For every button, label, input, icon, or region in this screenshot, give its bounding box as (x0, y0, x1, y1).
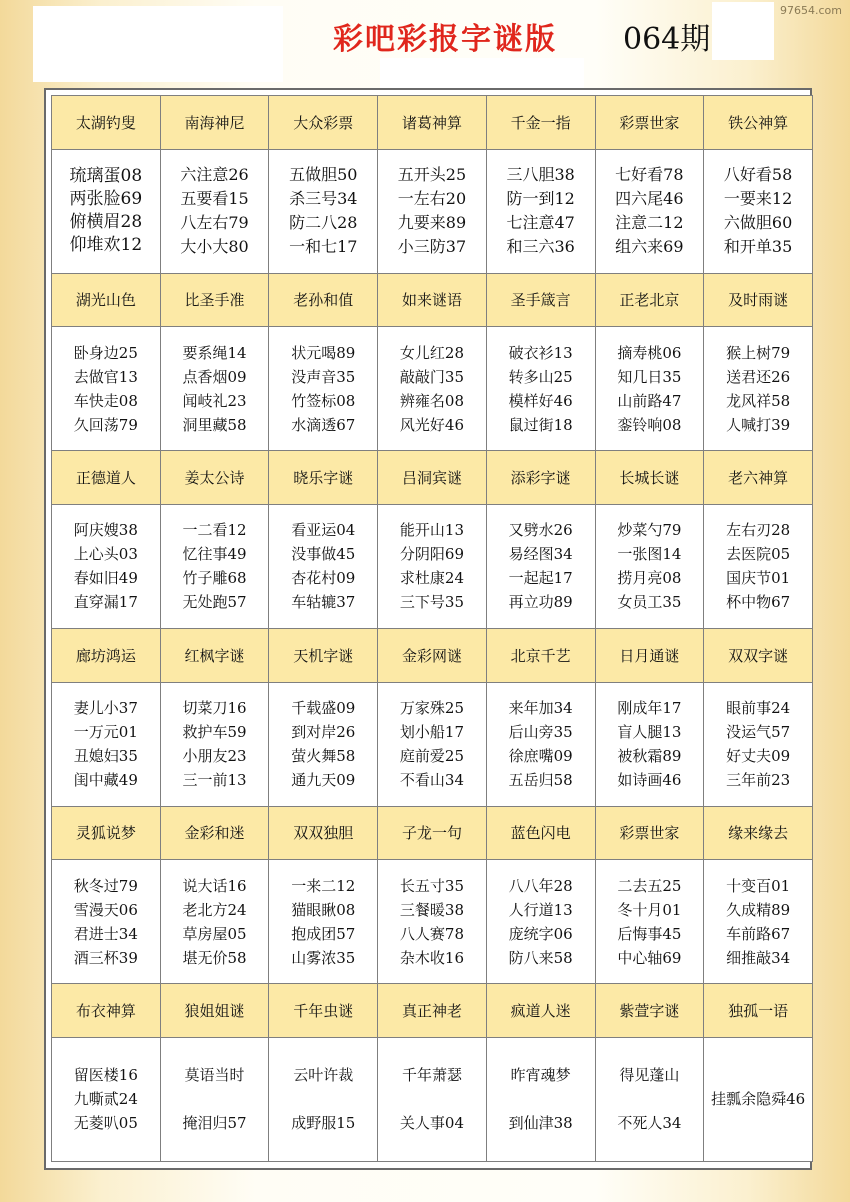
author-name: 老孙和值 (269, 273, 378, 327)
riddle-line: 一二看12 (182, 521, 247, 540)
author-name: 比圣手准 (160, 273, 269, 327)
author-name: 独孤一语 (704, 984, 813, 1038)
author-name: 双双独胆 (269, 806, 378, 860)
riddle-line: 丑媳妇35 (73, 747, 138, 766)
riddle-line: 和开单35 (723, 237, 793, 257)
riddle-line: 来年加34 (508, 699, 573, 718)
riddle-line: 卧身边25 (73, 343, 138, 362)
riddle-cell (486, 682, 595, 806)
riddle-line: 昨宵魂梦 (510, 1066, 571, 1085)
riddle-line: 山雾浓35 (291, 948, 356, 967)
line-spacer (291, 1087, 355, 1111)
riddle-line: 要系绳14 (182, 343, 247, 362)
riddle-cell (269, 1037, 378, 1161)
riddle-line: 车快走08 (73, 391, 138, 410)
riddle-line: 猫眼瞅08 (291, 900, 356, 919)
riddle-cell (378, 504, 487, 628)
riddle-cell (704, 682, 813, 806)
riddle-row (52, 504, 813, 628)
riddle-line: 如诗画46 (617, 771, 682, 790)
riddle-line: 盲人腿13 (617, 723, 682, 742)
riddle-line: 一起起17 (508, 569, 573, 588)
riddle-line: 被秋霜89 (617, 747, 682, 766)
line-spacer (617, 1087, 681, 1111)
author-name: 正老北京 (595, 273, 704, 327)
riddle-line: 看亚运04 (291, 521, 356, 540)
riddle-line: 一来二12 (291, 876, 356, 895)
author-header-row (52, 451, 813, 505)
riddle-row (52, 1037, 813, 1161)
riddle-cell (704, 149, 813, 273)
author-name: 及时雨谜 (704, 273, 813, 327)
riddle-line: 再立功89 (508, 593, 573, 612)
riddle-line: 到对岸26 (291, 723, 356, 742)
riddle-cell (52, 149, 161, 273)
author-header-row (52, 273, 813, 327)
riddle-line: 千载盛09 (291, 699, 356, 718)
riddle-cell (52, 1037, 161, 1161)
riddle-line: 闻岐礼23 (182, 391, 247, 410)
riddle-line: 五岳归58 (508, 771, 573, 790)
riddle-line: 掩泪归57 (182, 1114, 247, 1133)
riddle-line: 三八胆38 (506, 165, 575, 185)
riddle-line: 女儿红28 (399, 343, 464, 362)
riddle-line: 秋冬过79 (73, 876, 138, 895)
riddle-row (52, 327, 813, 451)
riddle-cell (378, 682, 487, 806)
riddle-line: 没声音35 (291, 367, 356, 386)
author-name: 大众彩票 (269, 96, 378, 150)
riddle-line: 去医院05 (726, 545, 791, 564)
riddle-line: 堪无价58 (182, 948, 247, 967)
author-header-row (52, 806, 813, 860)
riddle-line: 冬十月01 (617, 900, 682, 919)
riddle-cell (160, 149, 269, 273)
riddle-line: 分阴阳69 (399, 545, 464, 564)
riddle-line: 一和七17 (289, 237, 358, 257)
riddle-line: 五开头25 (397, 165, 467, 185)
riddle-line: 细推敲34 (726, 948, 791, 967)
author-name: 吕洞宾谜 (378, 451, 487, 505)
riddle-line: 八八年28 (508, 876, 573, 895)
author-name: 南海神尼 (160, 96, 269, 150)
author-name: 缘来缘去 (704, 806, 813, 860)
riddle-line: 七好看78 (615, 165, 684, 185)
riddle-line: 闺中藏49 (73, 771, 138, 790)
author-name: 日月通谜 (595, 628, 704, 682)
riddle-line: 庭前爱25 (399, 747, 464, 766)
author-name: 长城长谜 (595, 451, 704, 505)
riddle-line: 求杜康24 (399, 569, 464, 588)
author-name: 布衣神算 (52, 984, 161, 1038)
riddle-line: 八人赛78 (399, 924, 464, 943)
riddle-line: 能开山13 (399, 521, 464, 540)
riddle-line: 老北方24 (182, 900, 247, 919)
riddle-line: 模样好46 (508, 391, 573, 410)
riddle-line: 三餐暖38 (399, 900, 464, 919)
riddle-line: 送君还26 (726, 367, 791, 386)
author-name: 狼姐姐谜 (160, 984, 269, 1038)
riddle-line: 八左右79 (180, 213, 249, 233)
riddle-line: 久成精89 (726, 900, 791, 919)
riddle-line: 雪漫天06 (73, 900, 138, 919)
riddle-line: 长五寸35 (399, 876, 464, 895)
riddle-cell (160, 682, 269, 806)
puzzle-grid (51, 95, 813, 1162)
riddle-cell (595, 327, 704, 451)
author-header-row (52, 96, 813, 150)
riddle-cell (595, 682, 704, 806)
riddle-line: 八好看58 (723, 165, 793, 185)
riddle-cell (378, 1037, 487, 1161)
riddle-line: 捞月亮08 (617, 569, 682, 588)
right-blank-panel (712, 2, 774, 60)
author-name: 老六神算 (704, 451, 813, 505)
riddle-line: 一要来12 (723, 189, 793, 209)
riddle-cell (269, 149, 378, 273)
riddle-line: 水滴透67 (291, 415, 356, 434)
riddle-line: 一左右20 (397, 189, 467, 209)
author-name: 铁公神算 (704, 96, 813, 150)
author-name: 正德道人 (52, 451, 161, 505)
riddle-line: 和三六36 (506, 237, 575, 257)
author-name: 金彩和迷 (160, 806, 269, 860)
riddle-cell (269, 682, 378, 806)
riddle-line: 敲敲门35 (399, 367, 464, 386)
left-blank-panel (33, 6, 283, 82)
riddle-line: 杀三号34 (289, 189, 358, 209)
riddle-line: 琉璃蛋08 (69, 166, 143, 187)
riddle-line: 救护车59 (182, 723, 247, 742)
riddle-line: 洞里藏58 (182, 415, 247, 434)
riddle-line: 风光好46 (399, 415, 464, 434)
riddle-line: 杯中物67 (726, 593, 791, 612)
riddle-cell (378, 860, 487, 984)
riddle-row (52, 149, 813, 273)
riddle-line: 没运气57 (726, 723, 791, 742)
riddle-line: 防二八28 (289, 213, 358, 233)
riddle-line: 杂木收16 (399, 948, 464, 967)
riddle-line: 成野服15 (291, 1114, 356, 1133)
line-spacer (400, 1087, 464, 1111)
riddle-line: 无处跑57 (182, 593, 247, 612)
riddle-line: 九嘶贰24 (73, 1090, 138, 1109)
riddle-line: 抱成团57 (291, 924, 356, 943)
riddle-cell (52, 682, 161, 806)
riddle-line: 人喊打39 (726, 415, 791, 434)
riddle-line: 竹子雕68 (182, 569, 247, 588)
riddle-line: 不看山34 (399, 771, 464, 790)
riddle-row (52, 860, 813, 984)
riddle-line: 忆往事49 (182, 545, 247, 564)
subtitle-blank-panel (380, 58, 584, 92)
riddle-line: 阿庆嫂38 (73, 521, 138, 540)
riddle-line: 转多山25 (508, 367, 573, 386)
riddle-line: 注意二12 (615, 213, 684, 233)
riddle-line: 后山旁35 (508, 723, 573, 742)
riddle-line: 又劈水26 (508, 521, 573, 540)
riddle-line: 直穿漏17 (73, 593, 138, 612)
riddle-line: 去做官13 (73, 367, 138, 386)
author-name: 姜太公诗 (160, 451, 269, 505)
riddle-line: 防一到12 (506, 189, 575, 209)
riddle-line: 六注意26 (180, 165, 249, 185)
author-name: 子龙一句 (378, 806, 487, 860)
riddle-line: 五做胆50 (289, 165, 358, 185)
riddle-line: 破衣衫13 (508, 343, 573, 362)
author-name: 天机字谜 (269, 628, 378, 682)
riddle-line: 刚成年17 (617, 699, 682, 718)
riddle-line: 上心头03 (73, 545, 138, 564)
riddle-line: 君进士34 (73, 924, 138, 943)
riddle-line: 车轱辘37 (291, 593, 356, 612)
riddle-line: 萤火舞58 (291, 747, 356, 766)
riddle-cell (269, 504, 378, 628)
riddle-line: 六做胆60 (723, 213, 793, 233)
riddle-line: 划小船17 (399, 723, 464, 742)
riddle-cell (595, 1037, 704, 1161)
riddle-cell (486, 149, 595, 273)
riddle-line: 国庆节01 (726, 569, 791, 588)
riddle-line: 九要来89 (397, 213, 467, 233)
author-header-row (52, 628, 813, 682)
riddle-line: 万家殊25 (399, 699, 464, 718)
riddle-line: 左右刃28 (726, 521, 791, 540)
author-name: 千金一指 (486, 96, 595, 150)
author-name: 圣手箴言 (486, 273, 595, 327)
issue-number: 064期 (623, 22, 711, 57)
author-name: 诸葛神算 (378, 96, 487, 150)
riddle-line: 组六来69 (615, 237, 684, 257)
riddle-line: 千年萧瑟 (401, 1066, 462, 1085)
author-name: 晓乐字谜 (269, 451, 378, 505)
riddle-cell (486, 504, 595, 628)
line-spacer (183, 1087, 247, 1111)
author-name: 太湖钓叟 (52, 96, 161, 150)
riddle-line: 两张脸69 (69, 189, 143, 210)
riddle-line: 大小大80 (180, 237, 249, 257)
riddle-line: 车前路67 (726, 924, 791, 943)
riddle-line: 三下号35 (399, 593, 464, 612)
riddle-line: 三一前13 (182, 771, 247, 790)
riddle-cell (378, 327, 487, 451)
riddle-cell (160, 504, 269, 628)
riddle-line: 久回荡79 (73, 415, 138, 434)
riddle-line: 四六尾46 (615, 189, 684, 209)
author-name: 蓝色闪电 (486, 806, 595, 860)
riddle-cell (378, 149, 487, 273)
riddle-line: 状元喝89 (291, 343, 356, 362)
riddle-line: 辨雍名08 (399, 391, 464, 410)
riddle-line: 一万元01 (73, 723, 138, 742)
author-name: 疯道人迷 (486, 984, 595, 1038)
riddle-line: 山前路47 (617, 391, 682, 410)
riddle-line: 龙风祥58 (726, 391, 791, 410)
riddle-cell (704, 504, 813, 628)
riddle-line: 七注意47 (506, 213, 575, 233)
riddle-line: 莫语当时 (184, 1066, 245, 1085)
riddle-line: 云叶许裁 (293, 1066, 354, 1085)
riddle-line: 妻儿小37 (73, 699, 138, 718)
riddle-cell (595, 149, 704, 273)
riddle-line: 三年前23 (726, 771, 791, 790)
riddle-line: 竹签标08 (291, 391, 356, 410)
riddle-line: 不死人34 (617, 1114, 682, 1133)
riddle-cell (704, 327, 813, 451)
riddle-line: 通九天09 (291, 771, 356, 790)
riddle-row (52, 682, 813, 806)
riddle-line: 中心轴69 (617, 948, 682, 967)
riddle-line: 五要看15 (180, 189, 249, 209)
riddle-line: 杏花村09 (291, 569, 356, 588)
author-name: 廊坊鸿运 (52, 628, 161, 682)
riddle-line: 防八来58 (508, 948, 573, 967)
riddle-line: 一张图14 (617, 545, 682, 564)
riddle-line: 春如旧49 (73, 569, 138, 588)
line-spacer (509, 1087, 573, 1111)
riddle-line: 挂瓢余隐舜46 (711, 1090, 806, 1109)
author-header-row (52, 984, 813, 1038)
author-name: 彩票世家 (595, 806, 704, 860)
riddle-cell (52, 327, 161, 451)
author-name: 湖光山色 (52, 273, 161, 327)
riddle-line: 到仙津38 (508, 1114, 573, 1133)
riddle-line: 草房屋05 (182, 924, 247, 943)
author-name: 紫萱字谜 (595, 984, 704, 1038)
riddle-line: 酒三杯39 (73, 948, 138, 967)
author-name: 添彩字谜 (486, 451, 595, 505)
author-name: 双双字谜 (704, 628, 813, 682)
author-name: 灵狐说梦 (52, 806, 161, 860)
author-name: 彩票世家 (595, 96, 704, 150)
riddle-line: 人行道13 (508, 900, 573, 919)
page-title: 彩吧彩报字谜版 (333, 22, 557, 57)
riddle-cell (52, 860, 161, 984)
riddle-cell (160, 860, 269, 984)
riddle-line: 好丈夫09 (726, 747, 791, 766)
riddle-line: 俯横眉28 (69, 212, 143, 233)
riddle-line: 得见蓬山 (619, 1066, 680, 1085)
riddle-line: 十变百01 (726, 876, 791, 895)
author-name: 红枫字谜 (160, 628, 269, 682)
riddle-line: 摘寿桃06 (617, 343, 682, 362)
riddle-line: 鼠过街18 (508, 415, 573, 434)
riddle-line: 无菱叭05 (73, 1114, 138, 1133)
riddle-line: 关人事04 (399, 1114, 464, 1133)
site-watermark: 97654.com (780, 4, 842, 17)
riddle-cell (269, 327, 378, 451)
riddle-cell (486, 1037, 595, 1161)
riddle-line: 后悔事45 (617, 924, 682, 943)
riddle-cell (704, 860, 813, 984)
author-name: 千年虫谜 (269, 984, 378, 1038)
author-name: 北京千艺 (486, 628, 595, 682)
riddle-line: 猴上树79 (726, 343, 791, 362)
riddle-cell (595, 504, 704, 628)
riddle-cell (486, 327, 595, 451)
riddle-line: 庞统字06 (508, 924, 573, 943)
riddle-line: 切菜刀16 (182, 699, 247, 718)
riddle-line: 仰堆欢12 (69, 235, 143, 256)
riddle-line: 徐庶嘴09 (508, 747, 573, 766)
riddle-line: 易经图34 (508, 545, 573, 564)
riddle-line: 知几日35 (617, 367, 682, 386)
riddle-line: 二去五25 (617, 876, 682, 895)
author-name: 如来谜语 (378, 273, 487, 327)
riddle-cell (52, 504, 161, 628)
riddle-line: 小朋友23 (182, 747, 247, 766)
riddle-line: 说大话16 (182, 876, 247, 895)
riddle-line: 留医楼16 (73, 1066, 138, 1085)
riddle-line: 眼前事24 (726, 699, 791, 718)
riddle-line: 銮铃响08 (617, 415, 682, 434)
riddle-cell (704, 1037, 813, 1161)
riddle-cell (595, 860, 704, 984)
riddle-cell (269, 860, 378, 984)
riddle-line: 炒菜勺79 (617, 521, 682, 540)
riddle-line: 没事做45 (291, 545, 356, 564)
riddle-line: 点香烟09 (182, 367, 247, 386)
riddle-cell (160, 327, 269, 451)
author-name: 金彩网谜 (378, 628, 487, 682)
riddle-line: 小三防37 (397, 237, 467, 257)
riddle-cell (160, 1037, 269, 1161)
riddle-cell (486, 860, 595, 984)
author-name: 真正神老 (378, 984, 487, 1038)
riddle-line: 女员工35 (617, 593, 682, 612)
